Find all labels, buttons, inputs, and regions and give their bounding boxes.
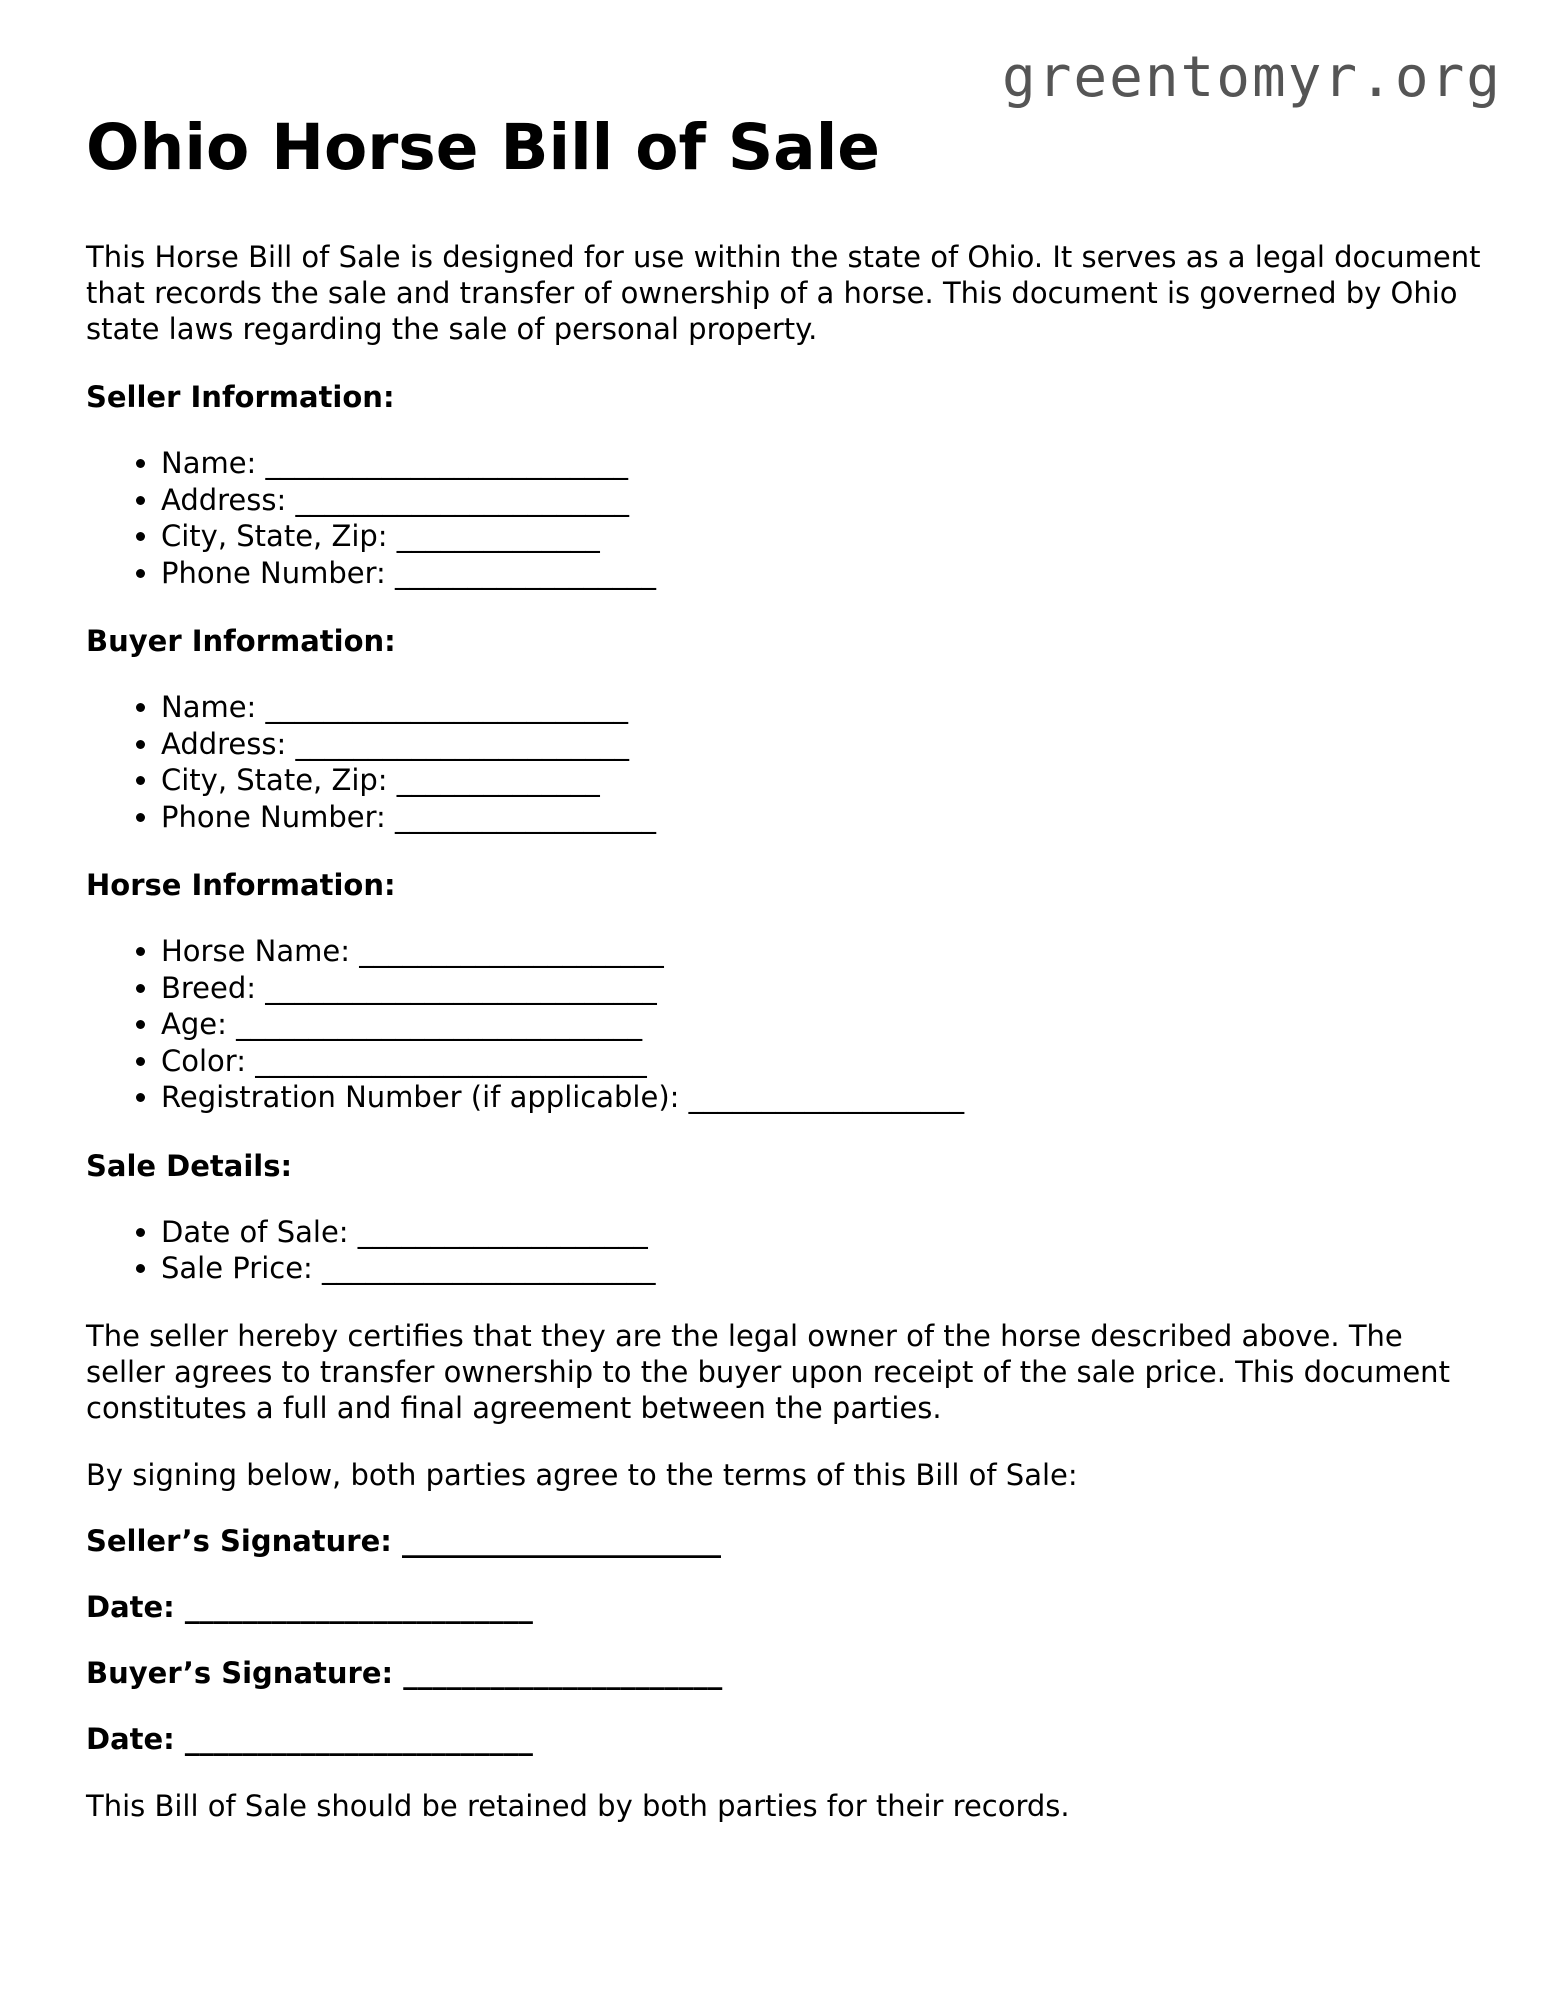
certification-paragraph: The seller hereby certifies that they are the legal owner of the horse described above. The seller agrees to transfer ownership to the buyer upon receipt of the sale price. This document constitutes a full and final agreement between the parties. xyxy=(86,1318,1450,1425)
buyer-date-line xyxy=(86,1721,1486,1757)
sale-fields-list xyxy=(86,1214,1486,1287)
fill-in-blank[interactable]: ____________________ xyxy=(357,1214,648,1249)
date-blank[interactable]: ________________________ xyxy=(184,1589,533,1624)
field-label: Phone Number: xyxy=(161,555,386,590)
field-label: Age: xyxy=(161,1007,227,1041)
horse-breed-field xyxy=(161,970,1486,1007)
horse-name-field xyxy=(161,933,1486,970)
horse-color-field xyxy=(161,1043,1486,1080)
seller-signature-line xyxy=(86,1523,1486,1559)
field-label: Name: xyxy=(161,690,257,724)
buyer-heading: Buyer Information: xyxy=(86,624,396,658)
field-label: Sale Price: xyxy=(161,1251,313,1285)
horse-fields-list xyxy=(86,933,1486,1116)
fill-in-blank[interactable]: ____________________________ xyxy=(236,1007,643,1041)
horse-age-field xyxy=(161,1006,1486,1043)
horse-heading: Horse Information: xyxy=(86,868,396,902)
field-label: Address: xyxy=(161,482,287,517)
sale-price-field xyxy=(161,1250,1486,1287)
buyer-signature-line xyxy=(86,1655,1486,1691)
buyer-name-field xyxy=(161,689,1486,726)
fill-in-blank[interactable]: ______________ xyxy=(396,519,600,553)
field-label: Horse Name: xyxy=(161,934,350,968)
signature-label: Buyer’s Signature: xyxy=(86,1655,394,1690)
seller-name-field xyxy=(161,445,1486,482)
signature-label: Seller’s Signature: xyxy=(86,1523,392,1558)
fill-in-blank[interactable]: _______________________ xyxy=(322,1251,656,1285)
fill-in-blank[interactable]: ___________________________ xyxy=(265,970,657,1005)
fill-in-blank[interactable]: _______________________ xyxy=(295,726,629,761)
field-label: Color: xyxy=(161,1043,246,1078)
watermark: greentomyr.org xyxy=(1001,45,1502,110)
horse-registration-field xyxy=(161,1079,1486,1116)
document-page xyxy=(86,108,1486,1824)
fill-in-blank[interactable]: _________________________ xyxy=(265,446,629,480)
field-label: Address: xyxy=(161,726,287,761)
fill-in-blank[interactable]: ___________________ xyxy=(688,1080,965,1114)
signature-blank[interactable]: ______________________ xyxy=(401,1523,721,1558)
fill-in-blank[interactable]: ___________________________ xyxy=(255,1043,647,1078)
closing-paragraph: This Bill of Sale should be retained by both parties for their records. xyxy=(86,1788,1070,1823)
seller-fields-list xyxy=(86,445,1486,591)
document-title: Ohio Horse Bill of Sale xyxy=(86,111,881,184)
buyer-address-field xyxy=(161,726,1486,763)
seller-city-state-zip-field xyxy=(161,518,1486,555)
intro-paragraph: This Horse Bill of Sale is designed for use within the state of Ohio. It serves as a legal document that records the sale and transfer of ownership of a horse. This document is governed by Ohio state laws regarding the sale of personal property. xyxy=(86,240,1481,346)
field-label: Phone Number: xyxy=(161,799,386,834)
seller-date-line xyxy=(86,1589,1486,1625)
field-label: City, State, Zip: xyxy=(161,763,388,797)
seller-heading: Seller Information: xyxy=(86,380,395,414)
date-blank[interactable]: ________________________ xyxy=(184,1721,533,1756)
fill-in-blank[interactable]: __________________ xyxy=(395,555,657,590)
fill-in-blank[interactable]: _______________________ xyxy=(295,482,629,517)
fill-in-blank[interactable]: ______________ xyxy=(396,763,600,797)
field-label: Breed: xyxy=(161,970,257,1005)
field-label: Registration Number (if applicable): xyxy=(161,1080,680,1114)
field-label: City, State, Zip: xyxy=(161,519,388,553)
seller-phone-field xyxy=(161,555,1486,592)
agreement-paragraph: By signing below, both parties agree to the terms of this Bill of Sale: xyxy=(86,1457,1078,1492)
buyer-phone-field xyxy=(161,799,1486,836)
signature-blank[interactable]: ______________________ xyxy=(403,1655,723,1690)
seller-address-field xyxy=(161,482,1486,519)
date-label: Date: xyxy=(86,1589,175,1624)
date-label: Date: xyxy=(86,1721,175,1756)
field-label: Name: xyxy=(161,446,257,480)
buyer-fields-list xyxy=(86,689,1486,835)
buyer-city-state-zip-field xyxy=(161,762,1486,799)
sale-heading: Sale Details: xyxy=(86,1148,293,1183)
fill-in-blank[interactable]: _____________________ xyxy=(359,934,664,968)
sale-date-field xyxy=(161,1214,1486,1251)
fill-in-blank[interactable]: __________________ xyxy=(395,799,657,834)
fill-in-blank[interactable]: _________________________ xyxy=(265,690,629,724)
field-label: Date of Sale: xyxy=(161,1214,349,1249)
